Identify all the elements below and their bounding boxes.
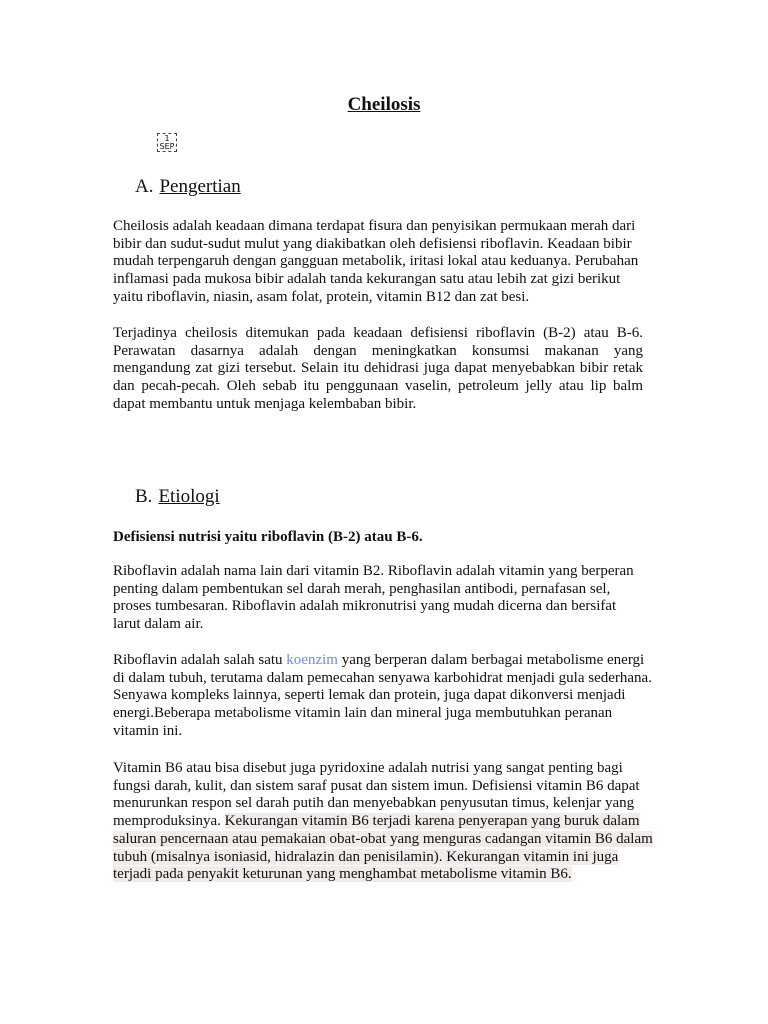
text-line: Terjadinya cheilosis ditemukan pada keadaan defisiensi riboflavin (B-2) atau B-6.	[113, 325, 643, 341]
section-b-title: Etiologi	[158, 486, 220, 507]
section-a-paragraph-1	[113, 218, 643, 307]
section-b-paragraph-2	[113, 652, 652, 741]
text-line: vitamin ini.	[113, 722, 183, 739]
text-line: penting dalam pembentukan sel darah merah, penghasilan antibodi, pernafasan sel,	[113, 580, 611, 597]
section-b-paragraph-1	[113, 563, 643, 634]
section-break-marker	[157, 133, 177, 152]
text-line: larut dalam air.	[113, 616, 204, 633]
text-fragment: Riboflavin adalah salah satu	[113, 652, 287, 668]
text-line: Cheilosis adalah keadaan dimana terdapat fisura dan penyisikan permukaan merah dari	[113, 218, 636, 234]
highlighted-text: saluran pencernaan atau pemakaian obat-obat yang menguras cadangan vitamin B6 dalam	[113, 830, 653, 847]
text-fragment: memproduksinya.	[113, 813, 225, 830]
section-b-subheading	[113, 529, 643, 547]
text-line: proses tumbesaran. Riboflavin adalah mikronutrisi yang mudah dicerna dan bersifat	[113, 598, 617, 615]
text-line: Perawatan dasarnya adalah dengan meningkatkan konsumsi makanan yang	[113, 342, 643, 359]
text-line	[113, 830, 653, 849]
text-line: fungsi darah, kulit, dan sistem saraf pusat dan sistem imun. Defisiensi vitamin B6 dapat	[113, 777, 640, 794]
text-line: Defisiensi nutrisi yaitu riboflavin (B-2) atau B-6.	[113, 529, 423, 545]
text-line	[113, 813, 643, 831]
text-line: inflamasi pada mukosa bibir adalah tanda kekurangan satu atau lebih zat gizi berikut	[113, 271, 621, 288]
text-line: di dalam tubuh, terutama dalam pemecahan senyawa karbohidrat menjadi gula sederhana.	[113, 669, 652, 686]
text-line: energi.Beberapa metabolisme vitamin lain dan mineral juga membutuhkan peranan	[113, 705, 613, 722]
section-b-paragraph-3	[113, 760, 653, 884]
section-a-title: Pengertian	[159, 176, 241, 197]
text-line: yaitu riboflavin, niasin, asam folat, protein, vitamin B12 dan zat besi.	[113, 288, 530, 305]
section-a-letter: A.	[135, 176, 154, 197]
text-line: mudah terpengaruh dengan gangguan metabolik, iritasi lokal atau keduanya. Perubahan	[113, 253, 639, 270]
text-line: dapat membantu untuk menjaga kelembaban bibir.	[113, 395, 417, 412]
sep-marker-label: SEP	[159, 142, 175, 151]
section-a-heading	[135, 176, 241, 198]
section-a-paragraph-2	[113, 325, 643, 413]
text-line: Riboflavin adalah nama lain dari vitamin B2. Riboflavin adalah vitamin yang berperan	[113, 563, 634, 579]
highlighted-text: tubuh (misalnya isoniasid, hidralazin dan penisilamin). Kekurangan vitamin ini juga	[113, 848, 619, 865]
text-line: Vitamin B6 atau bisa disebut juga pyridoxine adalah nutrisi yang sangat penting bagi	[113, 760, 623, 776]
sep-marker-number: 1	[164, 134, 170, 143]
highlighted-text: Kekurangan vitamin B6 terjadi karena penyerapan yang buruk dalam	[224, 813, 640, 830]
text-line: menurunkan respon sel darah putih dan menyebabkan penyusutan timus, kelenjar yang	[113, 795, 635, 812]
highlighted-text: terjadi pada penyakit keturunan yang menghambat metabolisme vitamin B6.	[113, 866, 572, 883]
text-line: mengandung zat gizi tersebut. Selain itu dehidrasi juga dapat menyebabkan bibir retak	[113, 360, 643, 377]
text-line: bibir dan sudut-sudut mulut yang diakibatkan oleh defisiensi riboflavin. Keadaan bibir	[113, 235, 632, 252]
section-b-letter: B.	[135, 486, 153, 507]
text-fragment: yang berperan dalam berbagai metabolisme energi	[337, 652, 645, 668]
text-line	[113, 849, 643, 867]
text-line: dan pecah-pecah. Oleh sebab itu penggunaan vaselin, petroleum jelly atau lip balm	[113, 378, 643, 395]
document-title: Cheilosis	[347, 94, 421, 115]
text-line	[113, 866, 643, 884]
koenzim-link[interactable]: koenzim	[286, 652, 338, 668]
text-line	[113, 652, 643, 670]
section-b-heading	[135, 486, 220, 508]
text-line: Senyawa kompleks lainnya, seperti lemak dan protein, juga dapat dikonversi menjadi	[113, 687, 626, 704]
